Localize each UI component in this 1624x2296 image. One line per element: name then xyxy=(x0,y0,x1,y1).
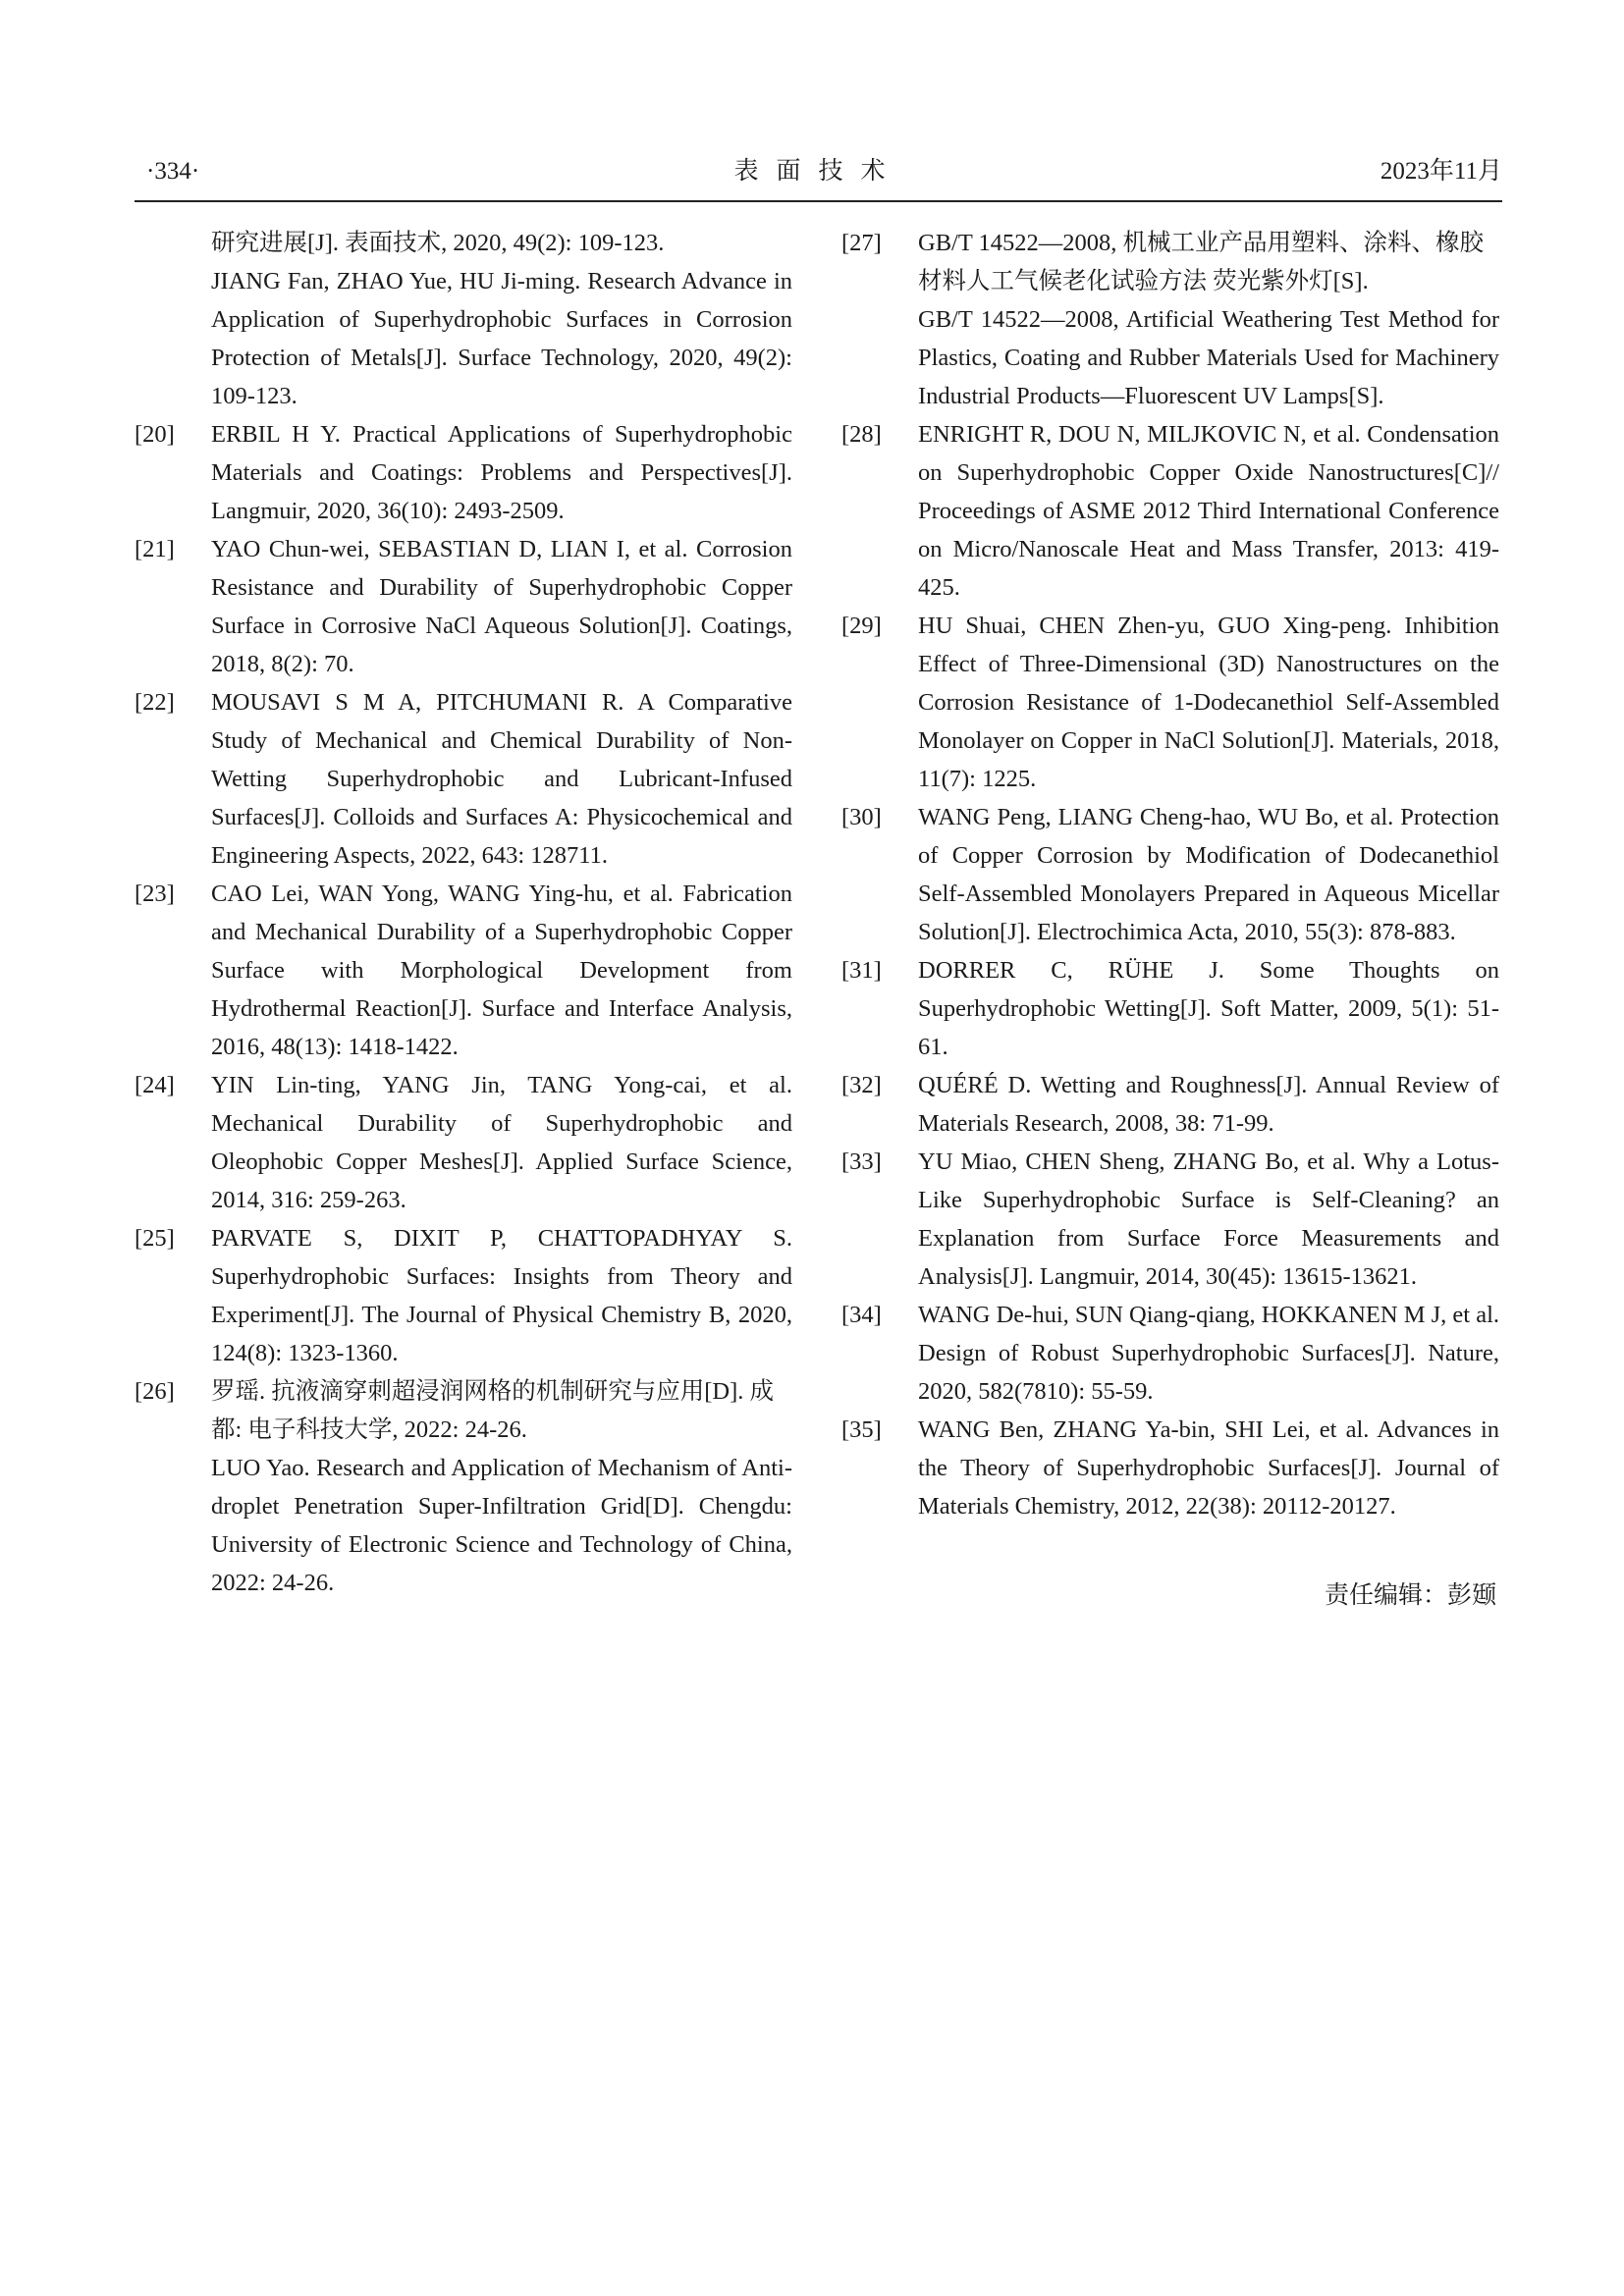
reference-en-text: PARVATE S, DIXIT P, CHATTOPADHYAY S. Superhydrophobic Surfaces: Insights from Theory and Experiment[J]. The Journal of Physical Chemistry B, 2020, 124(8): 1323-1360. xyxy=(211,1225,792,1366)
reference-29 xyxy=(841,607,1499,798)
reference-35 xyxy=(841,1411,1499,1525)
reference-zh-text: GB/T 14522—2008, 机械工业产品用塑料、涂料、橡胶材料人工气候老化试验方法 荧光紫外灯[S]. xyxy=(918,230,1484,294)
reference-23 xyxy=(135,875,792,1066)
reference-28 xyxy=(841,415,1499,607)
reference-en-text: WANG Ben, ZHANG Ya-bin, SHI Lei, et al. Advances in the Theory of Superhydrophobic Surfaces[J]. Journal of Materials Chemistry, 2012, 22(38): 20112-20127. xyxy=(918,1416,1499,1520)
reference-number: [29] xyxy=(841,613,882,639)
reference-en-text: GB/T 14522—2008, Artificial Weathering Test Method for Plastics, Coating and Rubber Materials Used for Machinery Industrial Products—Fluorescent UV Lamps[S]. xyxy=(918,306,1499,409)
reference-number: [26] xyxy=(135,1378,175,1405)
reference-number: [31] xyxy=(841,957,882,984)
reference-32 xyxy=(841,1066,1499,1143)
reference-30 xyxy=(841,798,1499,951)
reference-en-text: ERBIL H Y. Practical Applications of Superhydrophobic Materials and Coatings: Problems and Perspectives[J]. Langmuir, 2020, 36(10): 2493-2509. xyxy=(211,421,792,524)
journal-title: 表面技术 xyxy=(733,158,903,185)
reference-number: [35] xyxy=(841,1416,882,1443)
reference-33 xyxy=(841,1143,1499,1296)
reference-en-text: DORRER C, RÜHE J. Some Thoughts on Superhydrophobic Wetting[J]. Soft Matter, 2009, 5(1): 51-61. xyxy=(918,957,1499,1060)
reference-22 xyxy=(135,683,792,875)
reference-number: [30] xyxy=(841,804,882,830)
reference-en-text: WANG Peng, LIANG Cheng-hao, WU Bo, et al. Protection of Copper Corrosion by Modification of Dodecanethiol Self-Assembled Monolayers Prepared in Aqueous Micellar Solution[J]. Electrochimica Acta, 2010, 55(3): 878-883. xyxy=(918,804,1499,945)
left-reference-column xyxy=(135,224,792,1602)
reference-en-text: QUÉRÉ D. Wetting and Roughness[J]. Annual Review of Materials Research, 2008, 38: 71-99. xyxy=(918,1072,1499,1137)
reference-number: [28] xyxy=(841,421,882,448)
reference-en-text: YAO Chun-wei, SEBASTIAN D, LIAN I, et al. Corrosion Resistance and Durability of Superhydrophobic Copper Surface in Corrosive NaCl Aqueous Solution[J]. Coatings, 2018, 8(2): 70. xyxy=(211,536,792,677)
reference-26 xyxy=(135,1372,792,1602)
reference-en-text: HU Shuai, CHEN Zhen-yu, GUO Xing-peng. Inhibition Effect of Three-Dimensional (3D) Nanostructures on the Corrosion Resistance of 1-Dodecanethiol Self-Assembled Monolayer on Copper in NaCl Solution[J]. Materials, 2018, 11(7): 1225. xyxy=(918,613,1499,792)
page-header xyxy=(135,153,1502,202)
reference-number: [27] xyxy=(841,230,882,256)
reference-en-text: CAO Lei, WAN Yong, WANG Ying-hu, et al. Fabrication and Mechanical Durability of a Superhydrophobic Copper Surface with Morphological Development from Hydrothermal Reaction[J]. Surface and Interface Analysis, 2016, 48(13): 1418-1422. xyxy=(211,881,792,1060)
issue-date: 2023年11月 xyxy=(1380,158,1502,185)
right-reference-column xyxy=(841,224,1499,1525)
reference-en-text: YIN Lin-ting, YANG Jin, TANG Yong-cai, et al. Mechanical Durability of Superhydrophobic and Oleophobic Copper Meshes[J]. Applied Surface Science, 2014, 316: 259-263. xyxy=(211,1072,792,1213)
reference-21 xyxy=(135,530,792,683)
reference-27 xyxy=(841,224,1499,415)
reference-en-text: JIANG Fan, ZHAO Yue, HU Ji-ming. Research Advance in Application of Superhydrophobic Surfaces in Corrosion Protection of Metals[J]. Surface Technology, 2020, 49(2): 109-123. xyxy=(211,268,792,409)
reference-en-text: ENRIGHT R, DOU N, MILJKOVIC N, et al. Condensation on Superhydrophobic Copper Oxide Nanostructures[C]// Proceedings of ASME 2012 Third International Conference on Micro/Nanoscale Heat and Mass Transfer, 2013: 419-425. xyxy=(918,421,1499,601)
reference-24 xyxy=(135,1066,792,1219)
responsible-editor: 责任编辑：彭颋 xyxy=(1324,1580,1496,1609)
reference-en-text: YU Miao, CHEN Sheng, ZHANG Bo, et al. Why a Lotus-Like Superhydrophobic Surface is Self-Cleaning? an Explanation from Surface Force Measurements and Analysis[J]. Langmuir, 2014, 30(45): 13615-13621. xyxy=(918,1148,1499,1290)
reference-number: [21] xyxy=(135,536,175,562)
reference-number: [25] xyxy=(135,1225,175,1252)
reference-zh-text: 研究进展[J]. 表面技术, 2020, 49(2): 109-123. xyxy=(211,230,665,256)
reference-19-continued xyxy=(135,224,792,415)
reference-20 xyxy=(135,415,792,530)
reference-number: [33] xyxy=(841,1148,882,1175)
reference-number: [24] xyxy=(135,1072,175,1098)
reference-en-text: MOUSAVI S M A, PITCHUMANI R. A Comparative Study of Mechanical and Chemical Durability of Non-Wetting Superhydrophobic and Lubricant-Infused Surfaces[J]. Colloids and Surfaces A: Physicochemical and Engineering Aspects, 2022, 643: 128711. xyxy=(211,689,792,869)
reference-number: [34] xyxy=(841,1302,882,1328)
reference-31 xyxy=(841,951,1499,1066)
reference-en-text: LUO Yao. Research and Application of Mechanism of Anti-droplet Penetration Super-Infiltration Grid[D]. Chengdu: University of Electronic Science and Technology of China, 2022: 24-26. xyxy=(211,1455,792,1596)
page-number: ·334· xyxy=(146,158,200,185)
reference-number: [20] xyxy=(135,421,175,448)
reference-zh-text: 罗瑶. 抗液滴穿刺超浸润网格的机制研究与应用[D]. 成都: 电子科技大学, 2022: 24-26. xyxy=(211,1378,775,1443)
reference-number: [22] xyxy=(135,689,175,716)
reference-en-text: WANG De-hui, SUN Qiang-qiang, HOKKANEN M J, et al. Design of Robust Superhydrophobic Surfaces[J]. Nature, 2020, 582(7810): 55-59. xyxy=(918,1302,1499,1405)
reference-25 xyxy=(135,1219,792,1372)
reference-number: [32] xyxy=(841,1072,882,1098)
reference-number: [23] xyxy=(135,881,175,907)
reference-34 xyxy=(841,1296,1499,1411)
